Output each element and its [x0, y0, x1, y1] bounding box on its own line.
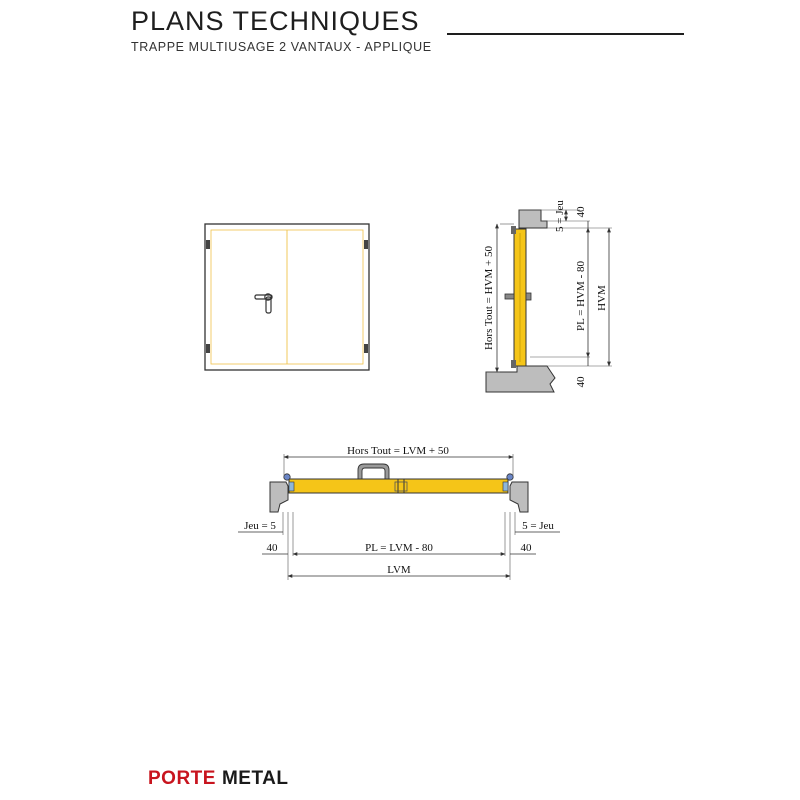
label-top-offset: 40 [575, 206, 587, 218]
handle-icon [358, 464, 389, 479]
page-title: PLANS TECHNIQUES [131, 6, 420, 36]
label-right-offset: 40 [520, 542, 532, 554]
top-wall [519, 210, 547, 228]
label-opening-width: LVM [387, 564, 411, 576]
label-right-gap: 5 = Jeu [522, 520, 554, 532]
label-clear-height: PL = HVM - 80 [575, 261, 587, 331]
label-top-gap: 5 = Jeu [554, 200, 566, 232]
brand-logo-part1: PORTE [148, 768, 216, 789]
brand-logo-part2: METAL [221, 768, 289, 789]
label-overall-height: Hors Tout = HVM + 50 [483, 245, 495, 351]
page-subtitle: TRAPPE MULTIUSAGE 2 VANTAUX - APPLIQUE [131, 40, 432, 54]
bottom-wall [486, 366, 555, 392]
label-overall-width: Hors Tout = LVM + 50 [347, 445, 449, 457]
brand-logo [148, 768, 288, 790]
plan-section [238, 445, 560, 580]
label-left-offset: 40 [266, 542, 278, 554]
hinge-icon [511, 226, 516, 234]
label-bottom-offset: 40 [575, 376, 587, 388]
label-opening-height: HVM [596, 285, 608, 311]
side-section [483, 200, 612, 392]
label-clear-width: PL = LVM - 80 [365, 542, 433, 554]
hinge-icon [511, 360, 516, 368]
left-wall [270, 482, 288, 512]
front-elevation [205, 224, 369, 370]
label-left-gap: Jeu = 5 [244, 520, 276, 532]
right-wall [510, 482, 528, 512]
